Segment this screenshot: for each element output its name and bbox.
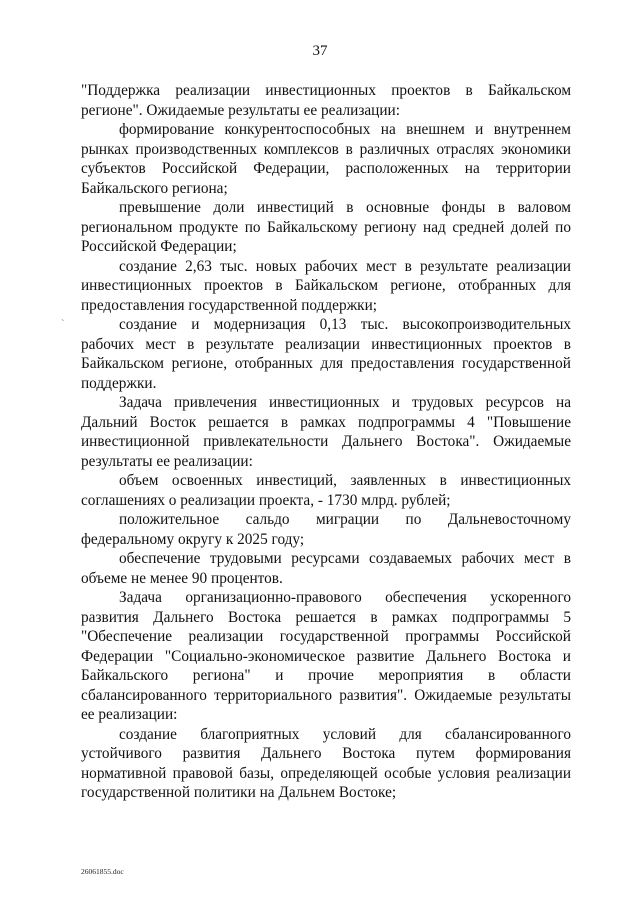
page-number: 37: [312, 43, 328, 59]
footer-file-code: 26061855.doc: [81, 867, 124, 876]
paragraph: создание благоприятных условий для сбалансированного устойчивого развития Дальнего Востока путем формирования нормативной правовой базы, определяющей особые условия реализации государственной политики на Дальнем Востоке;: [81, 725, 571, 801]
margin-mark: `: [61, 318, 65, 330]
paragraph: Задача привлечения инвестиционных и трудовых ресурсов на Дальний Восток решается в рамках подпрограммы 4 "Повышение инвестиционной привлекательности Дальнего Востока". Ожидаемые результаты ее реализации:: [81, 394, 571, 470]
paragraph: создание и модернизация 0,13 тыс. высокопроизводительных рабочих мест в результате реализации инвестиционных проектов в Байкальском регионе, отобранных для предоставления государственной поддержки.: [81, 316, 571, 392]
paragraph: объем освоенных инвестиций, заявленных в инвестиционных соглашениях о реализации проекта, - 1730 млрд. рублей;: [81, 472, 571, 509]
paragraph: обеспечение трудовыми ресурсами создаваемых рабочих мест в объеме не менее 90 процентов.: [81, 550, 571, 587]
document-body: [81, 81, 571, 803]
paragraph: положительное сальдо миграции по Дальневосточному федеральному округу к 2025 году;: [81, 511, 571, 548]
paragraph: "Поддержка реализации инвестиционных проектов в Байкальском регионе". Ожидаемые результаты ее реализации:: [81, 82, 571, 119]
paragraph: Задача организационно-правового обеспечения ускоренного развития Дальнего Востока решается в рамках подпрограммы 5 "Обеспечение реализации государственной программы Российской Федерации "Социально-экономическое развитие Дальнего Востока и Байкальского региона" и прочие мероприятия в области сбалансированного территориального развития". Ожидаемые результаты ее реализации:: [81, 589, 571, 723]
paragraph: создание 2,63 тыс. новых рабочих мест в результате реализации инвестиционных проектов в Байкальском регионе, отобранных для предоставления государственной поддержки;: [81, 257, 571, 314]
paragraph: превышение доли инвестиций в основные фонды в валовом региональном продукте по Байкальскому региону над средней долей по Российской Федерации;: [81, 199, 571, 255]
paragraph: формирование конкурентоспособных на внешнем и внутреннем рынках производственных комплексов в различных отраслях экономики субъектов Российской Федерации, расположенных на территории Байкальского региона;: [81, 121, 571, 197]
